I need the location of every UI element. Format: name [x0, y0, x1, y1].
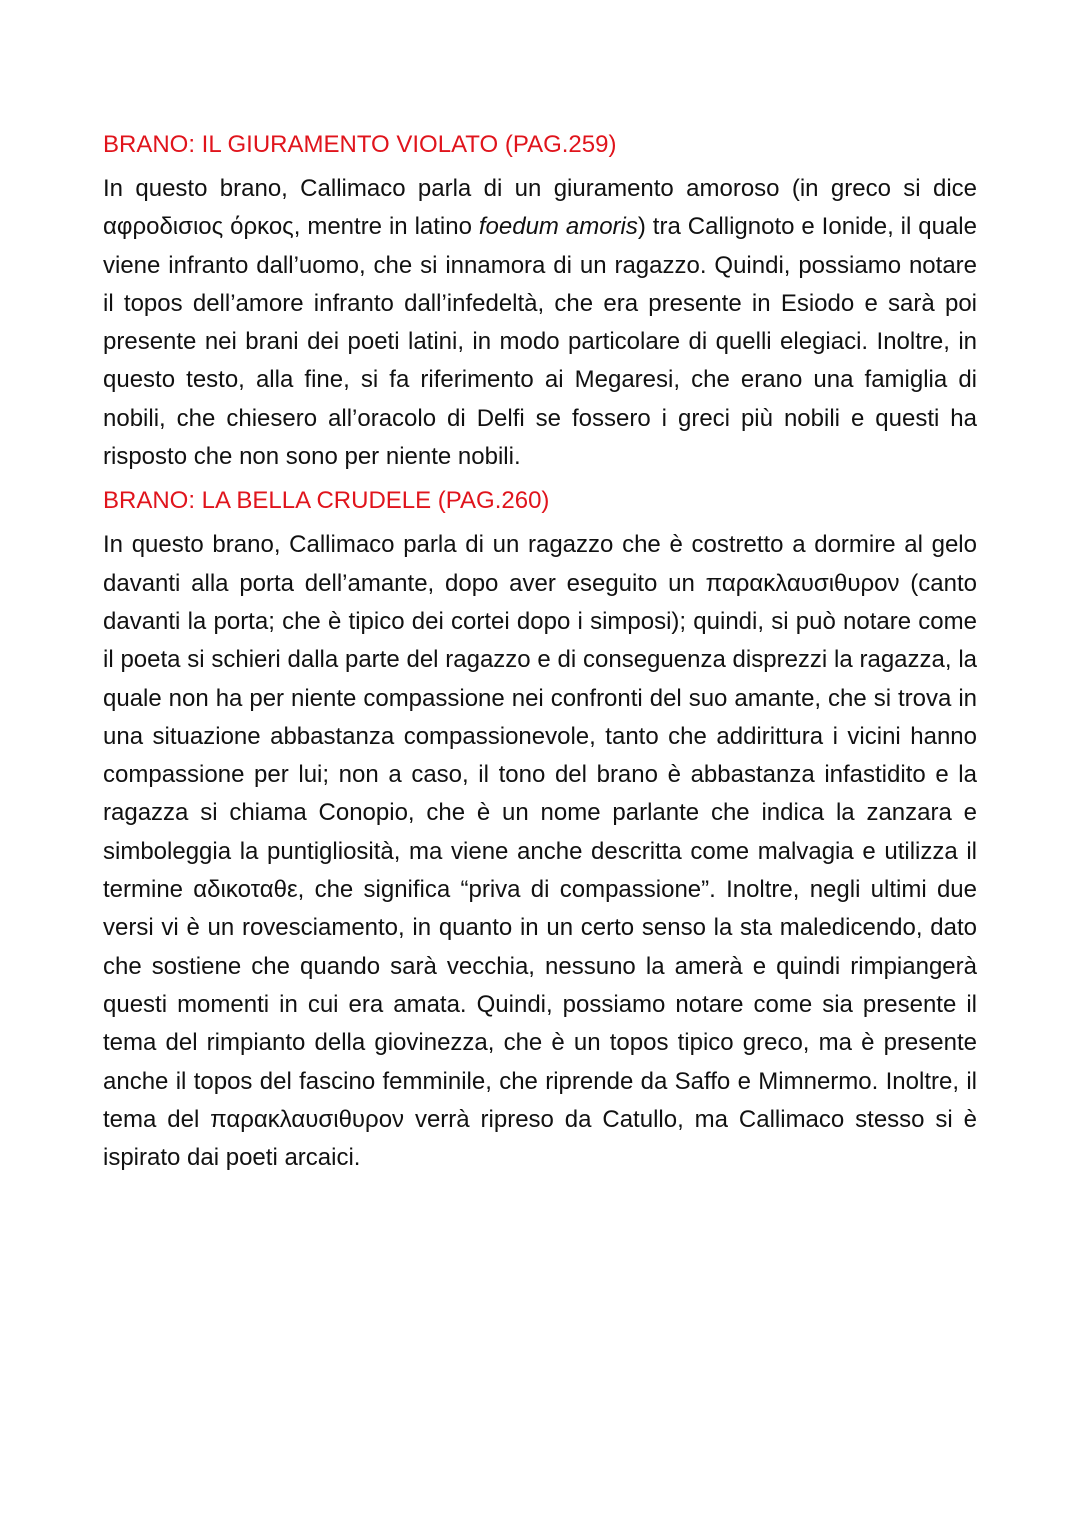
section-paragraph-giuramento-violato [103, 170, 977, 476]
paragraph-text: In questo brano, Callimaco parla di un giuramento amoroso (in greco si dice αφροδισιος όρκος, mentre in latino [103, 175, 977, 241]
section-heading-bella-crudele: BRANO: LA BELLA CRUDELE (PAG.260) [103, 487, 550, 515]
latin-term: foedum amoris [478, 213, 638, 241]
document-page [103, 126, 977, 1183]
section-paragraph-bella-crudele: In questo brano, Callimaco parla di un ragazzo che è costretto a dormire al gelo davanti alla porta dell’amante, dopo aver eseguito un παρακλαυσιθυρον (canto davanti la porta; che è tipico dei cortei dopo i simposi); quindi, si può notare come il poeta si schieri dalla parte del ragazzo e di conseguenza disprezzi la ragazza, la quale non ha per niente compassione nei confronti del suo amante, che si trova in una situazione abbastanza compassionevole, tanto che addirittura i vicini hanno compassione per lui; non a caso, il tono del brano è abbastanza infastidito e la ragazza si chiama Conopio, che è un nome parlante che indica la zanzara e simboleggia la puntigliosità, ma viene anche descritta come malvagia e utilizza il termine αδικοταθε, che significa “priva di compassione”. Inoltre, negli ultimi due versi vi è un rovesciamento, in quanto in un certo senso la sta maledicendo, dato che sostiene che quando sarà vecchia, nessuno la amerà e quindi rimpiangerà questi momenti in cui era amata. Quindi, possiamo notare come sia presente il tema del rimpianto della giovinezza, che è un topos tipico greco, ma è presente anche il topos del fascino femminile, che riprende da Saffo e Mimnermo. Inoltre, il tema del παρακλαυσιθυρον verrà ripreso da Catullo, ma Callimaco stesso si è ispirato dai poeti arcaici. [103, 531, 977, 1172]
paragraph-text: ) tra Callignoto e Ionide, il quale viene infranto dall’uomo, che si innamora di un ragazzo. Quindi, possiamo notare il topos dell’amore infranto dall’infedeltà, che era presente in Esiodo e sarà poi presente nei brani dei poeti latini, in modo particolare di quelli elegiaci. Inoltre, in questo testo, alla fine, si fa riferimento ai Megaresi, che erano una famiglia di nobili, che chiesero all’oracolo di Delfi se fossero i greci più nobili e questi ha risposto che non sono per niente nobili. [103, 213, 977, 471]
section-heading-giuramento-violato: BRANO: IL GIURAMENTO VIOLATO (PAG.259) [103, 131, 617, 158]
